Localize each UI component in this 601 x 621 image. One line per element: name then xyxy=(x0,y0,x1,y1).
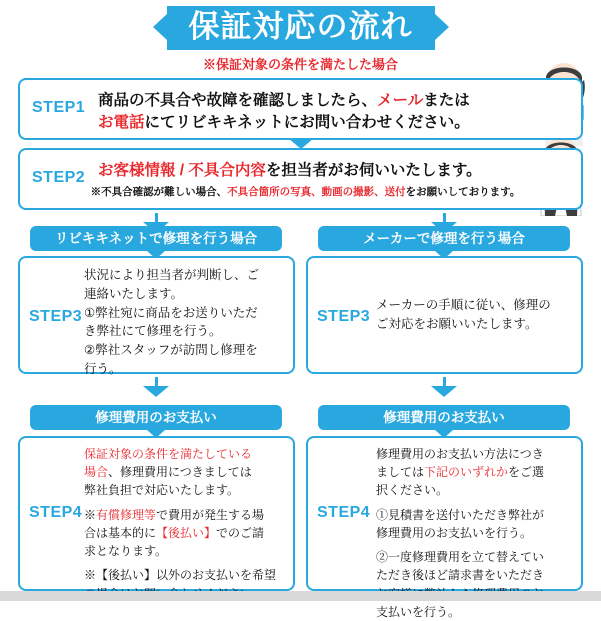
step4-left-box xyxy=(18,436,295,591)
step4-left-b2-text4: 求となります。 xyxy=(84,544,168,559)
step3-right-line-2: ご対応をお願いいたします。 xyxy=(376,317,538,332)
step2-note-highlight: 不具合箇所の写真、動画の撮影、送付 xyxy=(227,186,406,198)
step3-left-line-2: 連絡いたします。 xyxy=(84,286,184,301)
step4-left-b2-highlight2: 【後払い】 xyxy=(156,525,217,540)
step4-left-b1-text: 、修理費用につきましては xyxy=(108,465,252,480)
column-header-repair-by-us: リビキキネットで修理を行う場合 xyxy=(30,226,282,251)
step2-note-1: ※不具合確認が難しい場合、 xyxy=(90,186,228,198)
step4-left-b1-text2: 弊社負担で対応いたします。 xyxy=(84,483,240,498)
step4-left-text xyxy=(84,445,286,603)
step4-left-block-1 xyxy=(84,445,286,500)
step4-left-block-2 xyxy=(84,506,286,561)
step4-left-b3-line1: ※【後払い】以外のお支払いを希望 xyxy=(84,568,277,583)
step2-highlight: お客様情報 / 不具合内容 xyxy=(98,162,266,179)
step4-left-b1-highlight2: 場合 xyxy=(84,465,109,480)
step4-left-b1-highlight: 保証対象の条件を満たしている xyxy=(84,447,253,461)
step4-left-label: STEP4 xyxy=(29,504,83,521)
step3-left-line-5: ②弊社スタッフが訪問し修理を xyxy=(84,343,258,357)
page-title: 保証対応の流れ xyxy=(167,6,435,50)
step4-right-block-3 xyxy=(376,548,574,621)
step4-right-block-2 xyxy=(376,506,574,542)
step1-text-2: または xyxy=(423,92,470,109)
step4-right-label: STEP4 xyxy=(317,504,371,521)
step4-right-b2-line2: 修理費用のお支払いを行う。 xyxy=(376,525,533,540)
step4-left-b2-text2: 合は基本的に xyxy=(84,525,157,540)
step4-right-b1-highlight: 下記のいずれか xyxy=(424,465,509,480)
step3-left-box xyxy=(18,256,295,374)
step4-right-b1-line2: ましては xyxy=(376,465,425,480)
arrow-down-icon-left-2 xyxy=(143,386,169,397)
step4-right-b1-line4: 択ください。 xyxy=(376,483,449,498)
step4-right-b3-line2: ただき後ほど請求書をいただき xyxy=(376,568,545,583)
bottom-divider xyxy=(0,591,601,601)
step4-right-b3-line1: ②一度修理費用を立て替えてい xyxy=(376,550,545,565)
step3-left-line-6: 行う。 xyxy=(84,361,122,376)
step2-text-tail: を担当者がお伺いいたします。 xyxy=(265,162,482,179)
column-header-repair-by-maker: メーカーで修理を行う場合 xyxy=(318,226,570,251)
step3-right-label: STEP3 xyxy=(317,308,371,325)
step3-left-line-4: き弊社にて修理を行う。 xyxy=(84,324,222,339)
step3-left-text xyxy=(84,266,285,379)
step4-left-b2-prefix: ※ xyxy=(84,507,97,522)
step2-box xyxy=(18,148,583,210)
step1-highlight-phone: お電話 xyxy=(98,114,145,132)
step2-note xyxy=(38,184,573,199)
step3-right-text xyxy=(376,296,573,335)
step3-left-label: STEP3 xyxy=(29,308,83,325)
step3-right-line-1: メーカーの手順に従い、修理の xyxy=(376,298,551,312)
step1-text-3: にてリビキキネットにお問い合わせください。 xyxy=(144,114,470,132)
step1-highlight-mail: メール xyxy=(377,92,424,109)
step4-right-b1-line1: 修理費用のお支払い方法につき xyxy=(376,447,544,461)
step1-text-1: 商品の不具合や故障を確認しましたら、 xyxy=(98,92,378,109)
step3-left-line-3: ①弊社宛に商品をお送りいただ xyxy=(84,305,258,320)
step4-right-box xyxy=(306,436,583,619)
column-header-payment-left: 修理費用のお支払い xyxy=(30,405,282,430)
page-subtitle: ※保証対象の条件を満たした場合 xyxy=(202,57,398,72)
step4-right-b2-line1: ①見積書を送付いただき弊社が xyxy=(376,507,545,522)
step4-right-block-1 xyxy=(376,445,574,500)
step2-note-2: をお願いしております。 xyxy=(405,186,521,198)
page-title-wrapper xyxy=(0,6,601,50)
step3-right-box xyxy=(306,256,583,374)
step4-left-b2-highlight: 有償修理等 xyxy=(96,507,157,522)
step4-left-b2-text: で費用が発生する場 xyxy=(156,507,265,522)
step4-left-b2-text3: でのご請 xyxy=(216,525,265,540)
step1-box xyxy=(18,78,583,140)
step1-label: STEP1 xyxy=(32,99,86,116)
step1-text xyxy=(98,90,573,135)
step4-right-b1-line3: をご選 xyxy=(508,465,545,480)
step2-text xyxy=(98,158,573,180)
step2-label: STEP2 xyxy=(32,169,86,186)
step4-right-b3-line4: 支払いを行う。 xyxy=(376,604,461,619)
column-header-payment-right: 修理費用のお支払い xyxy=(318,405,570,430)
step3-left-line-1: 状況により担当者が判断し、ご xyxy=(84,268,260,282)
arrow-down-icon-right-2 xyxy=(431,386,457,397)
